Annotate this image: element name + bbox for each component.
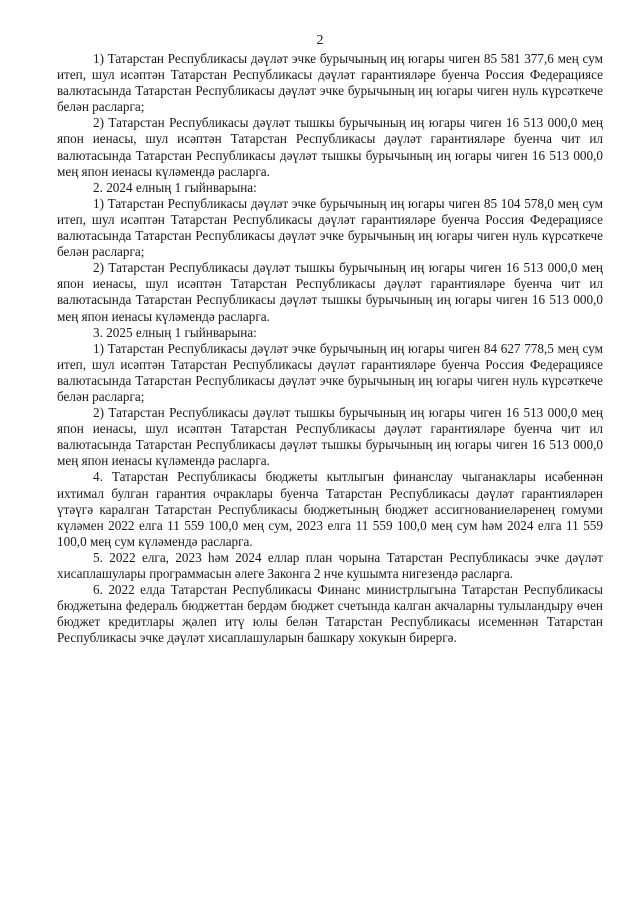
paragraph-2025-external-debt: 2) Татарстан Республикасы дәүләт тышкы бурычының иң югары чиген 16 513 000,0 мең япон иенасы, шул исәптән Татарстан Республикасы дәүләт гарантияләре буенча чит ил валютасында Татарстан Республикасы дәүләт тышкы бурычының иң югары чиген 16 513 000,0 мең япон иенасы күләмендә расларга. <box>57 405 603 469</box>
paragraph-finance-ministry-right: 6. 2022 елда Татарстан Республикасы Финанс министрлыгына Татарстан Республикасы бюджетына федераль бюджеттан бердәм бюджет счетында калган акчаларны тулыландыру өчен бюджет кредитлары җәлеп итү юлы белән Татарстан Республикасы исеменнән Татарстан Республикасы эчке дәүләт хисаплашуларын башкару хокукын бирергә. <box>57 582 603 646</box>
heading-2024: 2. 2024 елның 1 гыйнварына: <box>93 179 257 195</box>
page-number: 2 <box>316 33 324 48</box>
heading-2025: 3. 2025 елның 1 гыйнварына: <box>93 324 257 340</box>
paragraph-borrowing-program: 5. 2022 елга, 2023 һәм 2024 еллар план чорына Татарстан Республикасы эчке дәүләт хисаплашулары программасын әлеге Законга 2 нче кушымта нигезендә расларга. <box>57 549 603 581</box>
paragraph-guarantee-assignments: 4. Татарстан Республикасы бюджеты кытлыгын финанслау чыганаклары исәбеннән ихтимал булган гарантия очраклары буенча Татарстан Республикасы дәүләт гарантияләрен үтәүгә каралган Татарстан Республикасы бюджетының бюджет ассигнованиеләренең гомуми күләмен 2022 елга 11 559 100,0 мең сум, 2023 елга 11 559 100,0 мең сум һәм 2024 елга 11 559 100,0 мең сум күләмендә расларга. <box>57 469 603 549</box>
paragraph-2024-external-debt: 2) Татарстан Республикасы дәүләт тышкы бурычының иң югары чиген 16 513 000,0 мең япон иенасы, шул исәптән Татарстан Республикасы дәүләт гарантияләре буенча чит ил валютасында Татарстан Республикасы дәүләт тышкы бурычының иң югары чиген 16 513 000,0 мең япон иенасы күләмендә расларга. <box>57 260 603 324</box>
document-body <box>57 51 603 646</box>
paragraph-2023-external-debt: 2) Татарстан Республикасы дәүләт тышкы бурычының иң югары чиген 16 513 000,0 мең япон иенасы, шул исәптән Татарстан Республикасы дәүләт гарантияләре буенча чит ил валютасында Татарстан Республикасы дәүләт тышкы бурычының иң югары чиген 16 513 000,0 мең япон иенасы күләмендә расларга. <box>57 115 603 179</box>
paragraph-2023-internal-debt: 1) Татарстан Республикасы дәүләт эчке бурычының иң югары чиген 85 581 377,6 мең сум итеп, шул исәптән Татарстан Республикасы дәүләт гарантияләре буенча Россия Федерациясе валютасында Татарстан Республикасы дәүләт эчке бурычының иң югары чиген нуль күрсәткече белән расларга; <box>57 51 603 115</box>
paragraph-2025-internal-debt: 1) Татарстан Республикасы дәүләт эчке бурычының иң югары чиген 84 627 778,5 мең сум итеп, шул исәптән Татарстан Республикасы дәүләт гарантияләре буенча Россия Федерациясе валютасында Татарстан Республикасы дәүләт эчке бурычының иң югары чиген нуль күрсәткече белән расларга; <box>57 340 603 404</box>
paragraph-2024-internal-debt: 1) Татарстан Республикасы дәүләт эчке бурычының иң югары чиген 85 104 578,0 мең сум итеп, шул исәптән Татарстан Республикасы дәүләт гарантияләре буенча Россия Федерациясе валютасында Татарстан Республикасы дәүләт эчке бурычының иң югары чиген нуль күрсәткече белән расларга; <box>57 195 603 260</box>
